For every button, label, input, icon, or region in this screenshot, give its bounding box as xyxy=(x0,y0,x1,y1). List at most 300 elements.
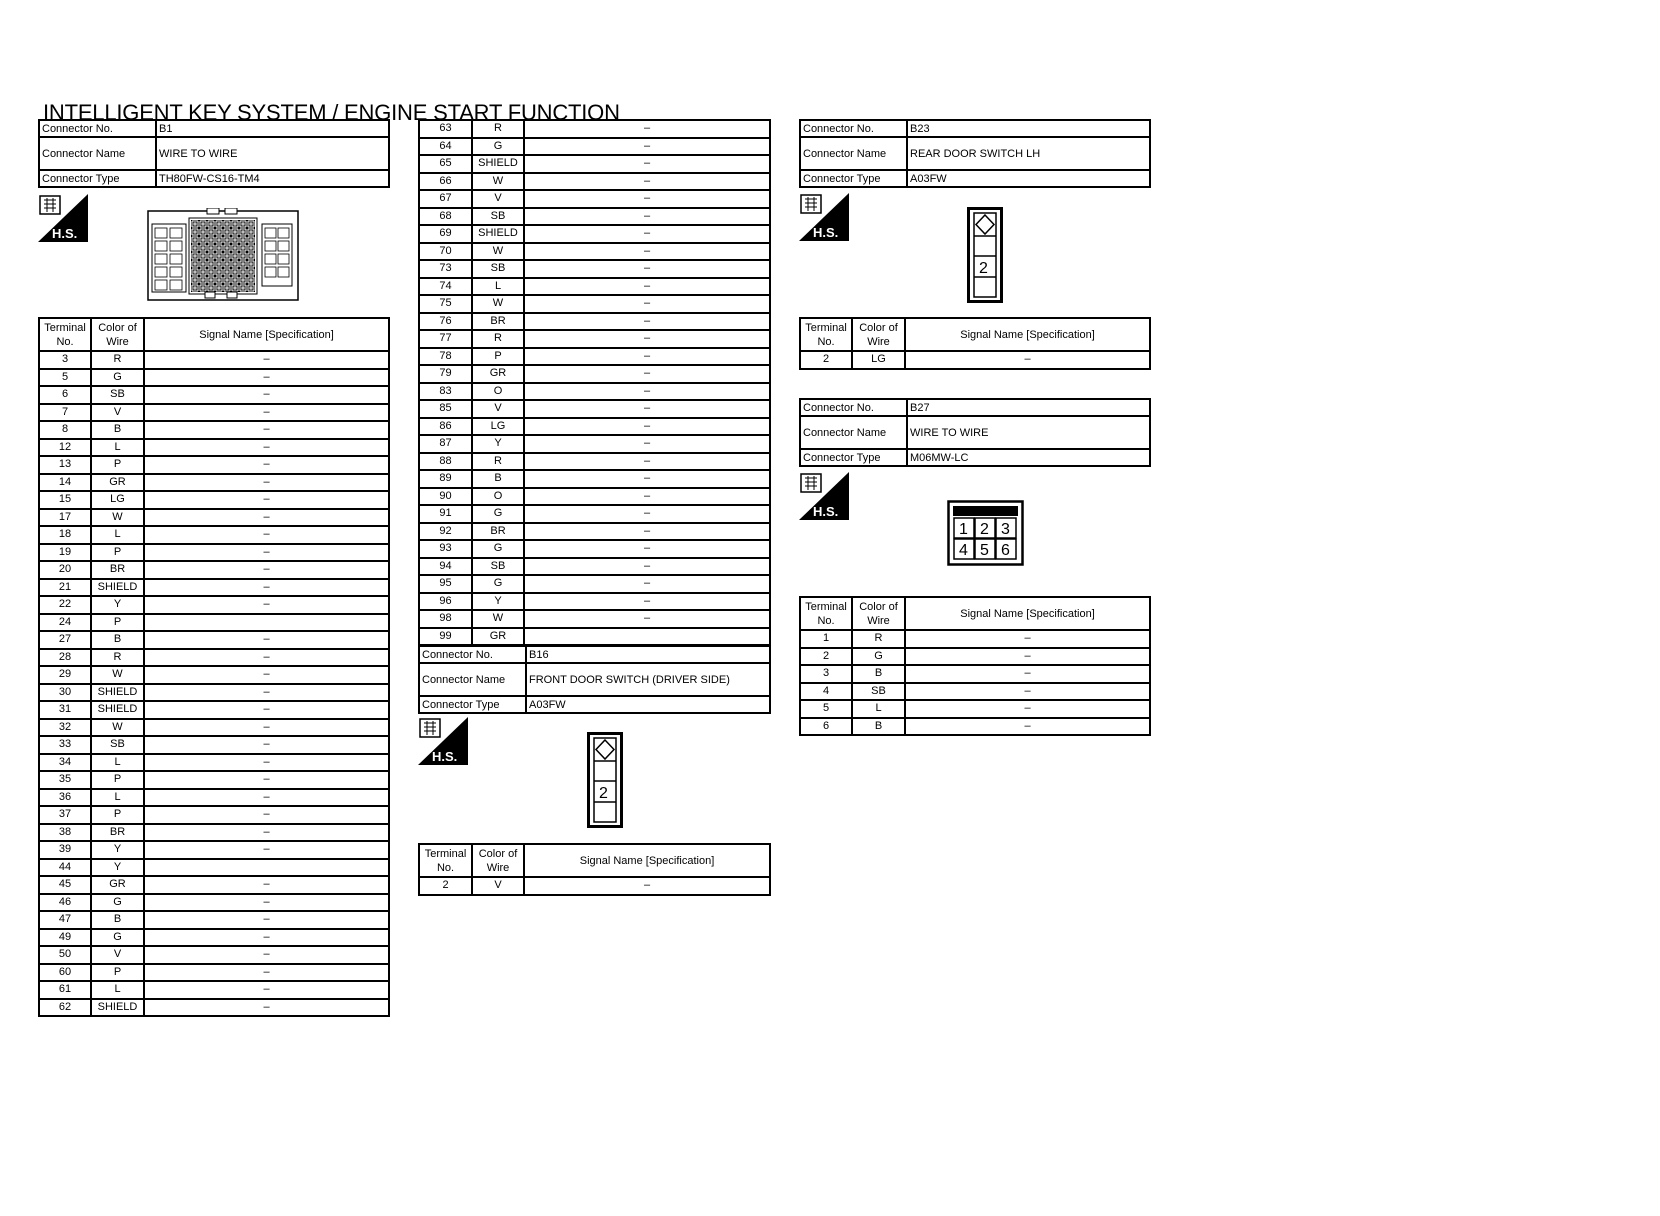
signal-name-cell: – xyxy=(524,365,770,383)
table-row xyxy=(39,876,389,894)
wire-color-cell: SB xyxy=(91,736,144,754)
terminal-no-cell: 21 xyxy=(39,579,91,597)
signal-name-cell: – xyxy=(524,155,770,173)
table-row xyxy=(800,665,1150,683)
wire-color-cell: R xyxy=(472,120,524,138)
terminal-no-header: Terminal No. xyxy=(800,597,852,630)
connector-no-value: B1 xyxy=(156,120,389,137)
signal-name-cell: – xyxy=(144,876,389,894)
signal-name-cell: – xyxy=(144,526,389,544)
signal-name-cell: – xyxy=(524,330,770,348)
terminal-no-cell: 6 xyxy=(39,386,91,404)
signal-name-header: Signal Name [Specification] xyxy=(905,597,1150,630)
wire-color-cell: P xyxy=(91,614,144,632)
wire-color-cell: Y xyxy=(91,596,144,614)
table-row xyxy=(39,684,389,702)
wire-color-cell: W xyxy=(91,666,144,684)
table-row xyxy=(39,754,389,772)
connector-b23-diagram xyxy=(967,207,1003,303)
terminal-no-cell: 50 xyxy=(39,946,91,964)
signal-name-cell: – xyxy=(905,700,1150,718)
terminal-no-cell: 2 xyxy=(800,351,852,369)
signal-name-cell: – xyxy=(144,719,389,737)
terminal-no-cell: 5 xyxy=(800,700,852,718)
terminal-no-cell: 17 xyxy=(39,509,91,527)
table-row xyxy=(419,540,770,558)
table-row xyxy=(419,155,770,173)
terminal-no-cell: 1 xyxy=(800,630,852,648)
wire-color-cell: L xyxy=(91,439,144,457)
signal-name-cell: – xyxy=(905,683,1150,701)
signal-name-cell: – xyxy=(144,579,389,597)
signal-name-cell: – xyxy=(905,351,1150,369)
table-row xyxy=(39,911,389,929)
terminal-no-cell: 62 xyxy=(39,999,91,1017)
terminal-no-cell: 5 xyxy=(39,369,91,387)
wire-color-cell: GR xyxy=(472,628,524,646)
color-of-wire-header: Color of Wire xyxy=(852,318,905,351)
signal-name-cell: – xyxy=(524,488,770,506)
wire-color-cell: Y xyxy=(472,593,524,611)
table-row xyxy=(39,351,389,369)
wire-color-cell: V xyxy=(472,877,524,895)
connector-type-label: Connector Type xyxy=(800,170,907,187)
signal-name-cell: – xyxy=(144,736,389,754)
terminal-no-cell: 73 xyxy=(419,260,472,278)
table-row xyxy=(39,736,389,754)
terminal-no-cell: 35 xyxy=(39,771,91,789)
wire-color-cell: W xyxy=(472,173,524,191)
signal-name-cell: – xyxy=(144,946,389,964)
signal-name-cell: – xyxy=(524,348,770,366)
wire-color-cell: BR xyxy=(91,824,144,842)
terminal-no-cell: 7 xyxy=(39,404,91,422)
wire-color-cell: B xyxy=(91,631,144,649)
table-row xyxy=(419,173,770,191)
terminal-no-cell: 83 xyxy=(419,383,472,401)
signal-name-cell: – xyxy=(905,665,1150,683)
terminal-no-cell: 93 xyxy=(419,540,472,558)
terminal-no-cell: 24 xyxy=(39,614,91,632)
signal-name-cell: – xyxy=(144,684,389,702)
signal-name-cell: – xyxy=(905,630,1150,648)
wire-color-cell: SB xyxy=(472,260,524,278)
table-row xyxy=(39,806,389,824)
wire-color-cell: Y xyxy=(91,841,144,859)
wire-color-cell: R xyxy=(852,630,905,648)
connector-no-value: B23 xyxy=(907,120,1150,137)
table-row xyxy=(419,330,770,348)
table-row xyxy=(419,877,770,895)
connector-b23-terminal-table xyxy=(799,317,1151,370)
wire-color-cell: V xyxy=(91,946,144,964)
table-row xyxy=(39,386,389,404)
wire-color-cell: SB xyxy=(852,683,905,701)
terminal-no-cell: 49 xyxy=(39,929,91,947)
signal-name-cell: – xyxy=(144,964,389,982)
table-row xyxy=(39,771,389,789)
terminal-no-cell: 29 xyxy=(39,666,91,684)
signal-name-cell xyxy=(144,859,389,877)
table-row xyxy=(419,488,770,506)
connector-type-value: A03FW xyxy=(907,170,1150,187)
terminal-no-cell: 39 xyxy=(39,841,91,859)
table-row xyxy=(419,610,770,628)
signal-name-cell: – xyxy=(144,509,389,527)
terminal-no-cell: 75 xyxy=(419,295,472,313)
wire-color-cell: SHIELD xyxy=(91,579,144,597)
table-row xyxy=(800,648,1150,666)
wire-color-cell: G xyxy=(91,369,144,387)
terminal-no-cell: 2 xyxy=(800,648,852,666)
signal-name-cell: – xyxy=(524,400,770,418)
table-row xyxy=(419,243,770,261)
wire-color-cell: SHIELD xyxy=(91,701,144,719)
terminal-no-cell: 3 xyxy=(39,351,91,369)
terminal-no-cell: 19 xyxy=(39,544,91,562)
table-row xyxy=(419,190,770,208)
connector-name-value: WIRE TO WIRE xyxy=(907,416,1150,449)
signal-name-cell: – xyxy=(144,596,389,614)
wire-color-cell: LG xyxy=(472,418,524,436)
signal-name-cell: – xyxy=(524,505,770,523)
terminal-no-cell: 92 xyxy=(419,523,472,541)
terminal-no-cell: 78 xyxy=(419,348,472,366)
table-row xyxy=(39,789,389,807)
signal-name-cell: – xyxy=(144,999,389,1017)
wire-color-cell: W xyxy=(472,243,524,261)
signal-name-cell: – xyxy=(144,771,389,789)
wire-color-cell: G xyxy=(472,540,524,558)
table-row xyxy=(39,859,389,877)
signal-name-cell: – xyxy=(524,295,770,313)
signal-name-cell: – xyxy=(524,313,770,331)
wire-color-cell: P xyxy=(91,771,144,789)
terminal-no-cell: 85 xyxy=(419,400,472,418)
wire-color-cell: L xyxy=(91,526,144,544)
signal-name-cell: – xyxy=(905,648,1150,666)
table-row xyxy=(419,138,770,156)
color-of-wire-header: Color of Wire xyxy=(472,844,524,877)
terminal-number-label: 2 xyxy=(599,785,608,802)
signal-name-cell: – xyxy=(144,666,389,684)
signal-name-cell: – xyxy=(144,561,389,579)
terminal-no-header: Terminal No. xyxy=(800,318,852,351)
table-row xyxy=(39,579,389,597)
table-row xyxy=(419,470,770,488)
signal-name-cell: – xyxy=(905,718,1150,736)
wire-color-cell: SB xyxy=(91,386,144,404)
wire-color-cell: B xyxy=(852,718,905,736)
terminal-number-label: 1 xyxy=(959,521,968,538)
signal-name-cell: – xyxy=(144,806,389,824)
signal-name-cell: – xyxy=(144,474,389,492)
terminal-no-cell: 38 xyxy=(39,824,91,842)
terminal-no-header: Terminal No. xyxy=(39,318,91,351)
terminal-no-cell: 96 xyxy=(419,593,472,611)
terminal-no-cell: 98 xyxy=(419,610,472,628)
terminal-no-cell: 66 xyxy=(419,173,472,191)
terminal-no-cell: 76 xyxy=(419,313,472,331)
signal-name-cell: – xyxy=(524,593,770,611)
table-row xyxy=(39,474,389,492)
terminal-no-cell: 60 xyxy=(39,964,91,982)
terminal-no-cell: 61 xyxy=(39,981,91,999)
signal-name-cell: – xyxy=(144,824,389,842)
terminal-number-label: 2 xyxy=(979,260,988,277)
signal-name-cell: – xyxy=(144,544,389,562)
table-row xyxy=(419,120,770,138)
wire-color-cell: Y xyxy=(91,859,144,877)
connector-no-label: Connector No. xyxy=(39,120,156,137)
connector-b1-diagram xyxy=(147,208,299,302)
signal-name-header: Signal Name [Specification] xyxy=(524,844,770,877)
wire-color-cell: L xyxy=(472,278,524,296)
table-row xyxy=(39,999,389,1017)
wire-color-cell: SB xyxy=(472,558,524,576)
table-row xyxy=(39,509,389,527)
table-row xyxy=(800,351,1150,369)
table-row xyxy=(419,400,770,418)
table-row xyxy=(419,558,770,576)
wire-color-cell: P xyxy=(91,456,144,474)
hs-icon-text: H.S. xyxy=(813,225,839,240)
wire-color-cell: L xyxy=(91,789,144,807)
signal-name-cell: – xyxy=(144,439,389,457)
terminal-no-cell: 13 xyxy=(39,456,91,474)
signal-name-cell: – xyxy=(144,929,389,947)
signal-name-cell: – xyxy=(524,523,770,541)
terminal-no-cell: 8 xyxy=(39,421,91,439)
signal-name-cell: – xyxy=(144,649,389,667)
table-row xyxy=(419,575,770,593)
wire-color-cell: GR xyxy=(91,474,144,492)
signal-name-cell: – xyxy=(144,386,389,404)
wire-color-cell: V xyxy=(472,400,524,418)
terminal-no-cell: 74 xyxy=(419,278,472,296)
terminal-no-cell: 64 xyxy=(419,138,472,156)
wire-color-cell: W xyxy=(91,719,144,737)
signal-name-cell: – xyxy=(144,911,389,929)
terminal-no-cell: 89 xyxy=(419,470,472,488)
signal-name-cell: – xyxy=(144,841,389,859)
wire-color-cell: W xyxy=(91,509,144,527)
signal-name-cell: – xyxy=(524,435,770,453)
table-row xyxy=(39,491,389,509)
connector-no-label: Connector No. xyxy=(800,120,907,137)
wire-color-cell: L xyxy=(91,754,144,772)
wire-color-cell: B xyxy=(91,911,144,929)
signal-name-cell: – xyxy=(144,421,389,439)
table-row xyxy=(800,700,1150,718)
wire-color-cell: V xyxy=(472,190,524,208)
connector-type-label: Connector Type xyxy=(800,449,907,466)
table-row xyxy=(800,683,1150,701)
connector-no-value: B16 xyxy=(526,646,770,663)
signal-name-cell: – xyxy=(524,610,770,628)
terminal-no-cell: 88 xyxy=(419,453,472,471)
connector-b27-diagram xyxy=(947,500,1024,566)
signal-name-cell: – xyxy=(524,575,770,593)
wire-color-cell: W xyxy=(472,610,524,628)
wire-color-cell: O xyxy=(472,488,524,506)
terminal-no-cell: 28 xyxy=(39,649,91,667)
table-row xyxy=(800,718,1150,736)
terminal-no-cell: 95 xyxy=(419,575,472,593)
terminal-no-cell: 14 xyxy=(39,474,91,492)
terminal-no-cell: 69 xyxy=(419,225,472,243)
wire-color-cell: R xyxy=(472,453,524,471)
terminal-no-cell: 86 xyxy=(419,418,472,436)
table-row xyxy=(419,435,770,453)
signal-name-cell: – xyxy=(524,225,770,243)
terminal-no-cell: 3 xyxy=(800,665,852,683)
table-row xyxy=(39,369,389,387)
terminal-no-cell: 99 xyxy=(419,628,472,646)
table-row xyxy=(39,666,389,684)
wire-color-cell: G xyxy=(91,929,144,947)
signal-name-cell: – xyxy=(144,754,389,772)
connector-no-label: Connector No. xyxy=(800,399,907,416)
wire-color-cell: B xyxy=(91,421,144,439)
table-row xyxy=(419,225,770,243)
table-row xyxy=(39,614,389,632)
wire-color-cell: GR xyxy=(472,365,524,383)
wire-color-cell: G xyxy=(472,575,524,593)
signal-name-cell: – xyxy=(144,701,389,719)
connector-no-label: Connector No. xyxy=(419,646,526,663)
terminal-no-cell: 20 xyxy=(39,561,91,579)
connector-name-value: REAR DOOR SWITCH LH xyxy=(907,137,1150,170)
terminal-no-cell: 37 xyxy=(39,806,91,824)
hs-icon-text: H.S. xyxy=(52,226,78,241)
table-row xyxy=(39,649,389,667)
connector-type-value: A03FW xyxy=(526,696,770,713)
connector-b27-info xyxy=(799,398,1151,467)
terminal-no-cell: 22 xyxy=(39,596,91,614)
signal-name-cell: – xyxy=(144,404,389,422)
terminal-no-cell: 15 xyxy=(39,491,91,509)
harness-side-icon xyxy=(38,194,88,242)
terminal-no-cell: 90 xyxy=(419,488,472,506)
terminal-no-cell: 79 xyxy=(419,365,472,383)
terminal-no-cell: 87 xyxy=(419,435,472,453)
signal-name-cell: – xyxy=(144,981,389,999)
color-of-wire-header: Color of Wire xyxy=(852,597,905,630)
connector-b1-terminal-table xyxy=(38,317,390,1017)
table-row xyxy=(39,929,389,947)
terminal-number-label: 6 xyxy=(1001,542,1010,559)
table-row xyxy=(39,544,389,562)
table-row xyxy=(419,348,770,366)
table-row xyxy=(39,719,389,737)
table-row xyxy=(419,418,770,436)
terminal-no-cell: 94 xyxy=(419,558,472,576)
terminal-no-cell: 18 xyxy=(39,526,91,544)
table-row xyxy=(39,631,389,649)
wire-color-cell: V xyxy=(91,404,144,422)
table-row xyxy=(419,383,770,401)
harness-side-icon xyxy=(418,717,468,765)
terminal-no-cell: 91 xyxy=(419,505,472,523)
table-row xyxy=(39,404,389,422)
wire-color-cell: SHIELD xyxy=(91,684,144,702)
table-row xyxy=(39,981,389,999)
connector-name-label: Connector Name xyxy=(419,663,526,696)
connector-name-label: Connector Name xyxy=(800,416,907,449)
terminal-no-cell: 68 xyxy=(419,208,472,226)
wire-color-cell: G xyxy=(852,648,905,666)
wire-color-cell: R xyxy=(91,351,144,369)
wire-color-cell: SB xyxy=(472,208,524,226)
wire-color-cell: P xyxy=(91,964,144,982)
wire-color-cell: SHIELD xyxy=(91,999,144,1017)
connector-b16-info xyxy=(418,645,771,714)
terminal-no-cell: 67 xyxy=(419,190,472,208)
wire-color-cell: BR xyxy=(91,561,144,579)
signal-name-cell: – xyxy=(524,278,770,296)
connector-type-label: Connector Type xyxy=(39,170,156,187)
wire-color-cell: B xyxy=(852,665,905,683)
terminal-no-cell: 77 xyxy=(419,330,472,348)
table-row xyxy=(419,208,770,226)
connector-b27-terminal-table xyxy=(799,596,1151,736)
wire-color-cell: BR xyxy=(472,313,524,331)
terminal-no-cell: 70 xyxy=(419,243,472,261)
signal-name-header: Signal Name [Specification] xyxy=(905,318,1150,351)
table-row xyxy=(419,295,770,313)
signal-name-cell: – xyxy=(144,351,389,369)
connector-b1-info xyxy=(38,119,390,188)
terminal-no-cell: 27 xyxy=(39,631,91,649)
wire-color-cell: P xyxy=(91,544,144,562)
table-row xyxy=(39,894,389,912)
signal-name-cell: – xyxy=(524,453,770,471)
table-row xyxy=(39,946,389,964)
signal-name-cell: – xyxy=(524,877,770,895)
hs-icon-text: H.S. xyxy=(432,749,458,764)
signal-name-header: Signal Name [Specification] xyxy=(144,318,389,351)
connector-type-value: M06MW-LC xyxy=(907,449,1150,466)
connector-name-value: FRONT DOOR SWITCH (DRIVER SIDE) xyxy=(526,663,770,696)
table-row xyxy=(39,421,389,439)
table-row xyxy=(39,596,389,614)
signal-name-cell: – xyxy=(524,418,770,436)
wire-color-cell: G xyxy=(472,505,524,523)
terminal-no-cell: 63 xyxy=(419,120,472,138)
harness-side-icon xyxy=(799,193,849,241)
signal-name-cell: – xyxy=(524,173,770,191)
signal-name-cell: – xyxy=(524,190,770,208)
signal-name-cell: – xyxy=(144,491,389,509)
table-row xyxy=(419,593,770,611)
wire-color-cell: BR xyxy=(472,523,524,541)
wire-color-cell: GR xyxy=(91,876,144,894)
signal-name-cell: – xyxy=(144,456,389,474)
table-row xyxy=(800,630,1150,648)
wire-color-cell: SHIELD xyxy=(472,155,524,173)
terminal-no-cell: 31 xyxy=(39,701,91,719)
signal-name-cell: – xyxy=(524,383,770,401)
table-row xyxy=(39,964,389,982)
wire-color-cell: LG xyxy=(91,491,144,509)
terminal-no-cell: 47 xyxy=(39,911,91,929)
connector-name-value: WIRE TO WIRE xyxy=(156,137,389,170)
page-title: INTELLIGENT KEY SYSTEM / ENGINE START FUNCTION xyxy=(43,100,620,125)
terminal-no-cell: 6 xyxy=(800,718,852,736)
signal-name-cell xyxy=(524,628,770,646)
connector-type-label: Connector Type xyxy=(419,696,526,713)
